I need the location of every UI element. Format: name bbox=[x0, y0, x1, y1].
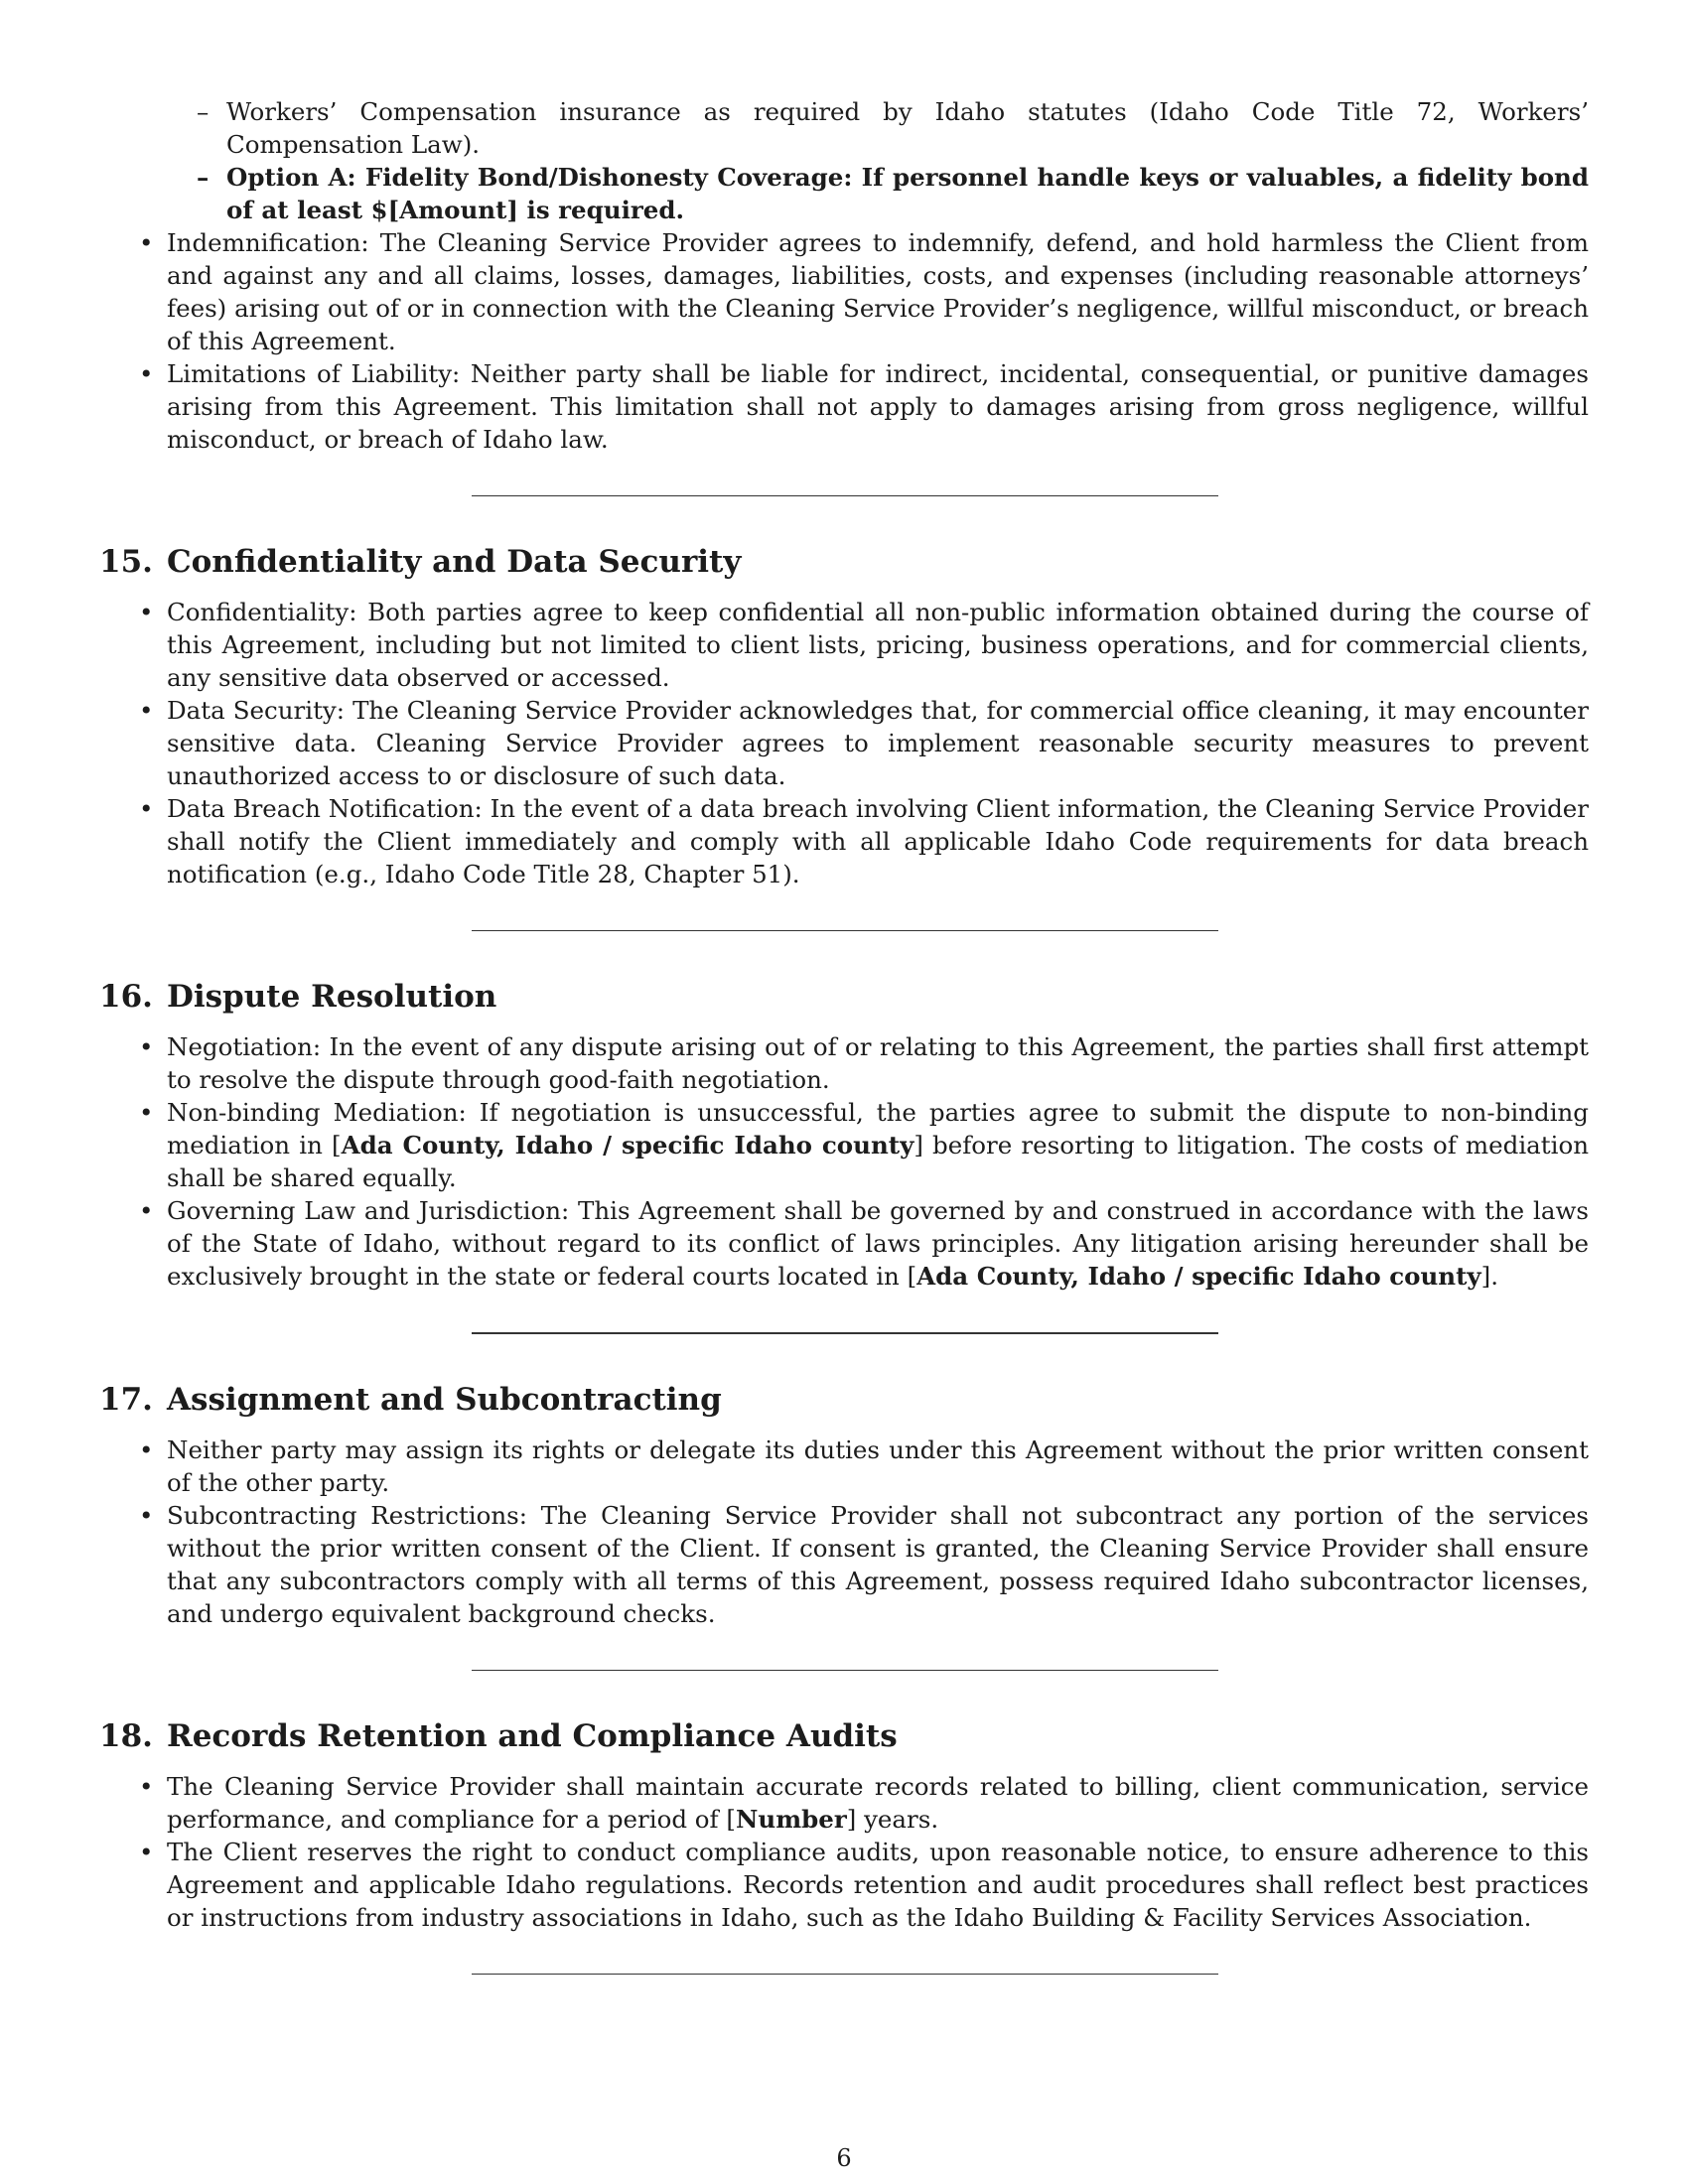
section-18-heading bbox=[99, 1716, 1589, 1756]
section-title: Assignment and Subcontracting bbox=[166, 1382, 722, 1418]
data-security-item: • Data Security: The Cleaning Service Provider acknowledges that, for commercial office cleaning, it may encounter sensitive data. Cleaning Service Provider agrees to implement reasonable security measures to prevent unauthorized access to or disclosure of such data. bbox=[99, 694, 1589, 792]
fidelity-bond-item: – Option A: Fidelity Bond/Dishonesty Coverage: If personnel handle keys or valuables, a fidelity bond of at least $[Amount] is required. bbox=[99, 161, 1589, 226]
governing-law-text: Governing Law and Jurisdiction: This Agreement shall be governed by and construed in accordance with the laws of the State of Idaho, without regard to its conflict of laws principles. Any litigation arising hereunder shall be exclusively brought in the state or federal courts located in [ bbox=[167, 1196, 1589, 1291]
section-divider bbox=[472, 1332, 1218, 1334]
subcontracting-item: • Subcontracting Restrictions: The Cleaning Service Provider shall not subcontract any portion of the services without the prior written consent of the Client. If consent is granted, the Cleaning Service Provider shall ensure that any subcontractors comply with all terms of this Agreement, possess required Idaho subcontractor licenses, and undergo equivalent background checks. bbox=[99, 1499, 1589, 1630]
records-years-placeholder: Number bbox=[735, 1805, 847, 1834]
records-text: The Cleaning Service Provider shall maintain accurate records related to billing, client communication, service performance, and compliance for a period of [ bbox=[167, 1772, 1589, 1834]
section-number: 18. bbox=[99, 1718, 153, 1754]
document-page bbox=[99, 95, 1589, 1975]
section-17-list bbox=[99, 1433, 1589, 1630]
section-number: 17. bbox=[99, 1382, 153, 1418]
mediation-county: Ada County, Idaho / specific Idaho county bbox=[341, 1131, 914, 1160]
confidentiality-item: • Confidentiality: Both parties agree to keep confidential all non-public information obtained during the course of this Agreement, including but not limited to client lists, pricing, business operations, and for commercial clients, any sensitive data observed or accessed. bbox=[99, 596, 1589, 694]
section-divider bbox=[472, 1974, 1218, 1975]
liability-list bbox=[99, 226, 1589, 456]
section-divider bbox=[472, 495, 1218, 496]
insurance-sublist bbox=[99, 95, 1589, 226]
mediation-text: Non-binding Mediation: If negotiation is unsuccessful, the parties agree to submit the dispute to non-binding mediation in [ bbox=[167, 1098, 1589, 1160]
page-number: 6 bbox=[836, 2144, 852, 2172]
section-17-heading bbox=[99, 1380, 1589, 1420]
negotiation-item: • Negotiation: In the event of any dispute arising out of or relating to this Agreement, the parties shall first attempt to resolve the dispute through good-faith negotiation. bbox=[99, 1030, 1589, 1096]
governing-law-item bbox=[99, 1194, 1589, 1293]
assignment-item: • Neither party may assign its rights or delegate its duties under this Agreement without the prior written consent of the other party. bbox=[99, 1433, 1589, 1499]
records-item bbox=[99, 1770, 1589, 1836]
jurisdiction-county: Ada County, Idaho / specific Idaho county bbox=[916, 1262, 1481, 1291]
breach-notification-item: • Data Breach Notification: In the event of a data breach involving Client information, the Cleaning Service Provider shall notify the Client immediately and comply with all applicable Idaho Code requirements for data breach notification (e.g., Idaho Code Title 28, Chapter 51). bbox=[99, 792, 1589, 890]
limitations-item: • Limitations of Liability: Neither party shall be liable for indirect, incidental, consequential, or punitive damages arising from this Agreement. This limitation shall not apply to damages arising from gross negligence, willful misconduct, or breach of Idaho law. bbox=[99, 357, 1589, 456]
section-number: 16. bbox=[99, 979, 153, 1015]
section-18-list bbox=[99, 1770, 1589, 1934]
mediation-item bbox=[99, 1096, 1589, 1194]
section-16-heading bbox=[99, 977, 1589, 1017]
indemnification-item: • Indemnification: The Cleaning Service Provider agrees to indemnify, defend, and hold harmless the Client from and against any and all claims, losses, damages, liabilities, costs, and expenses (including reasonable attorneys’ fees) arising out of or in connection with the Cleaning Service Provider’s negligence, willful misconduct, or breach of this Agreement. bbox=[99, 226, 1589, 357]
governing-law-text-end: ]. bbox=[1480, 1262, 1499, 1291]
section-16-list bbox=[99, 1030, 1589, 1293]
section-15-list bbox=[99, 596, 1589, 890]
section-divider bbox=[472, 930, 1218, 931]
section-15-heading bbox=[99, 542, 1589, 582]
section-title: Confidentiality and Data Security bbox=[166, 544, 742, 580]
records-text-end: ] years. bbox=[846, 1805, 939, 1834]
section-title: Records Retention and Compliance Audits bbox=[166, 1718, 898, 1754]
section-title: Dispute Resolution bbox=[166, 979, 497, 1015]
workers-comp-item: – Workers’ Compensation insurance as required by Idaho statutes (Idaho Code Title 72, Workers’ Compensation Law). bbox=[99, 95, 1589, 161]
section-number: 15. bbox=[99, 544, 153, 580]
audits-item: • The Client reserves the right to conduct compliance audits, upon reasonable notice, to ensure adherence to this Agreement and applicable Idaho regulations. Records retention and audit procedures shall reflect best practices or instructions from industry associations in Idaho, such as the Idaho Building & Facility Services Association. bbox=[99, 1836, 1589, 1934]
mediation-text-end: ] before resorting to litigation. The costs of mediation shall be shared equally. bbox=[167, 1131, 1589, 1192]
section-divider bbox=[472, 1670, 1218, 1671]
